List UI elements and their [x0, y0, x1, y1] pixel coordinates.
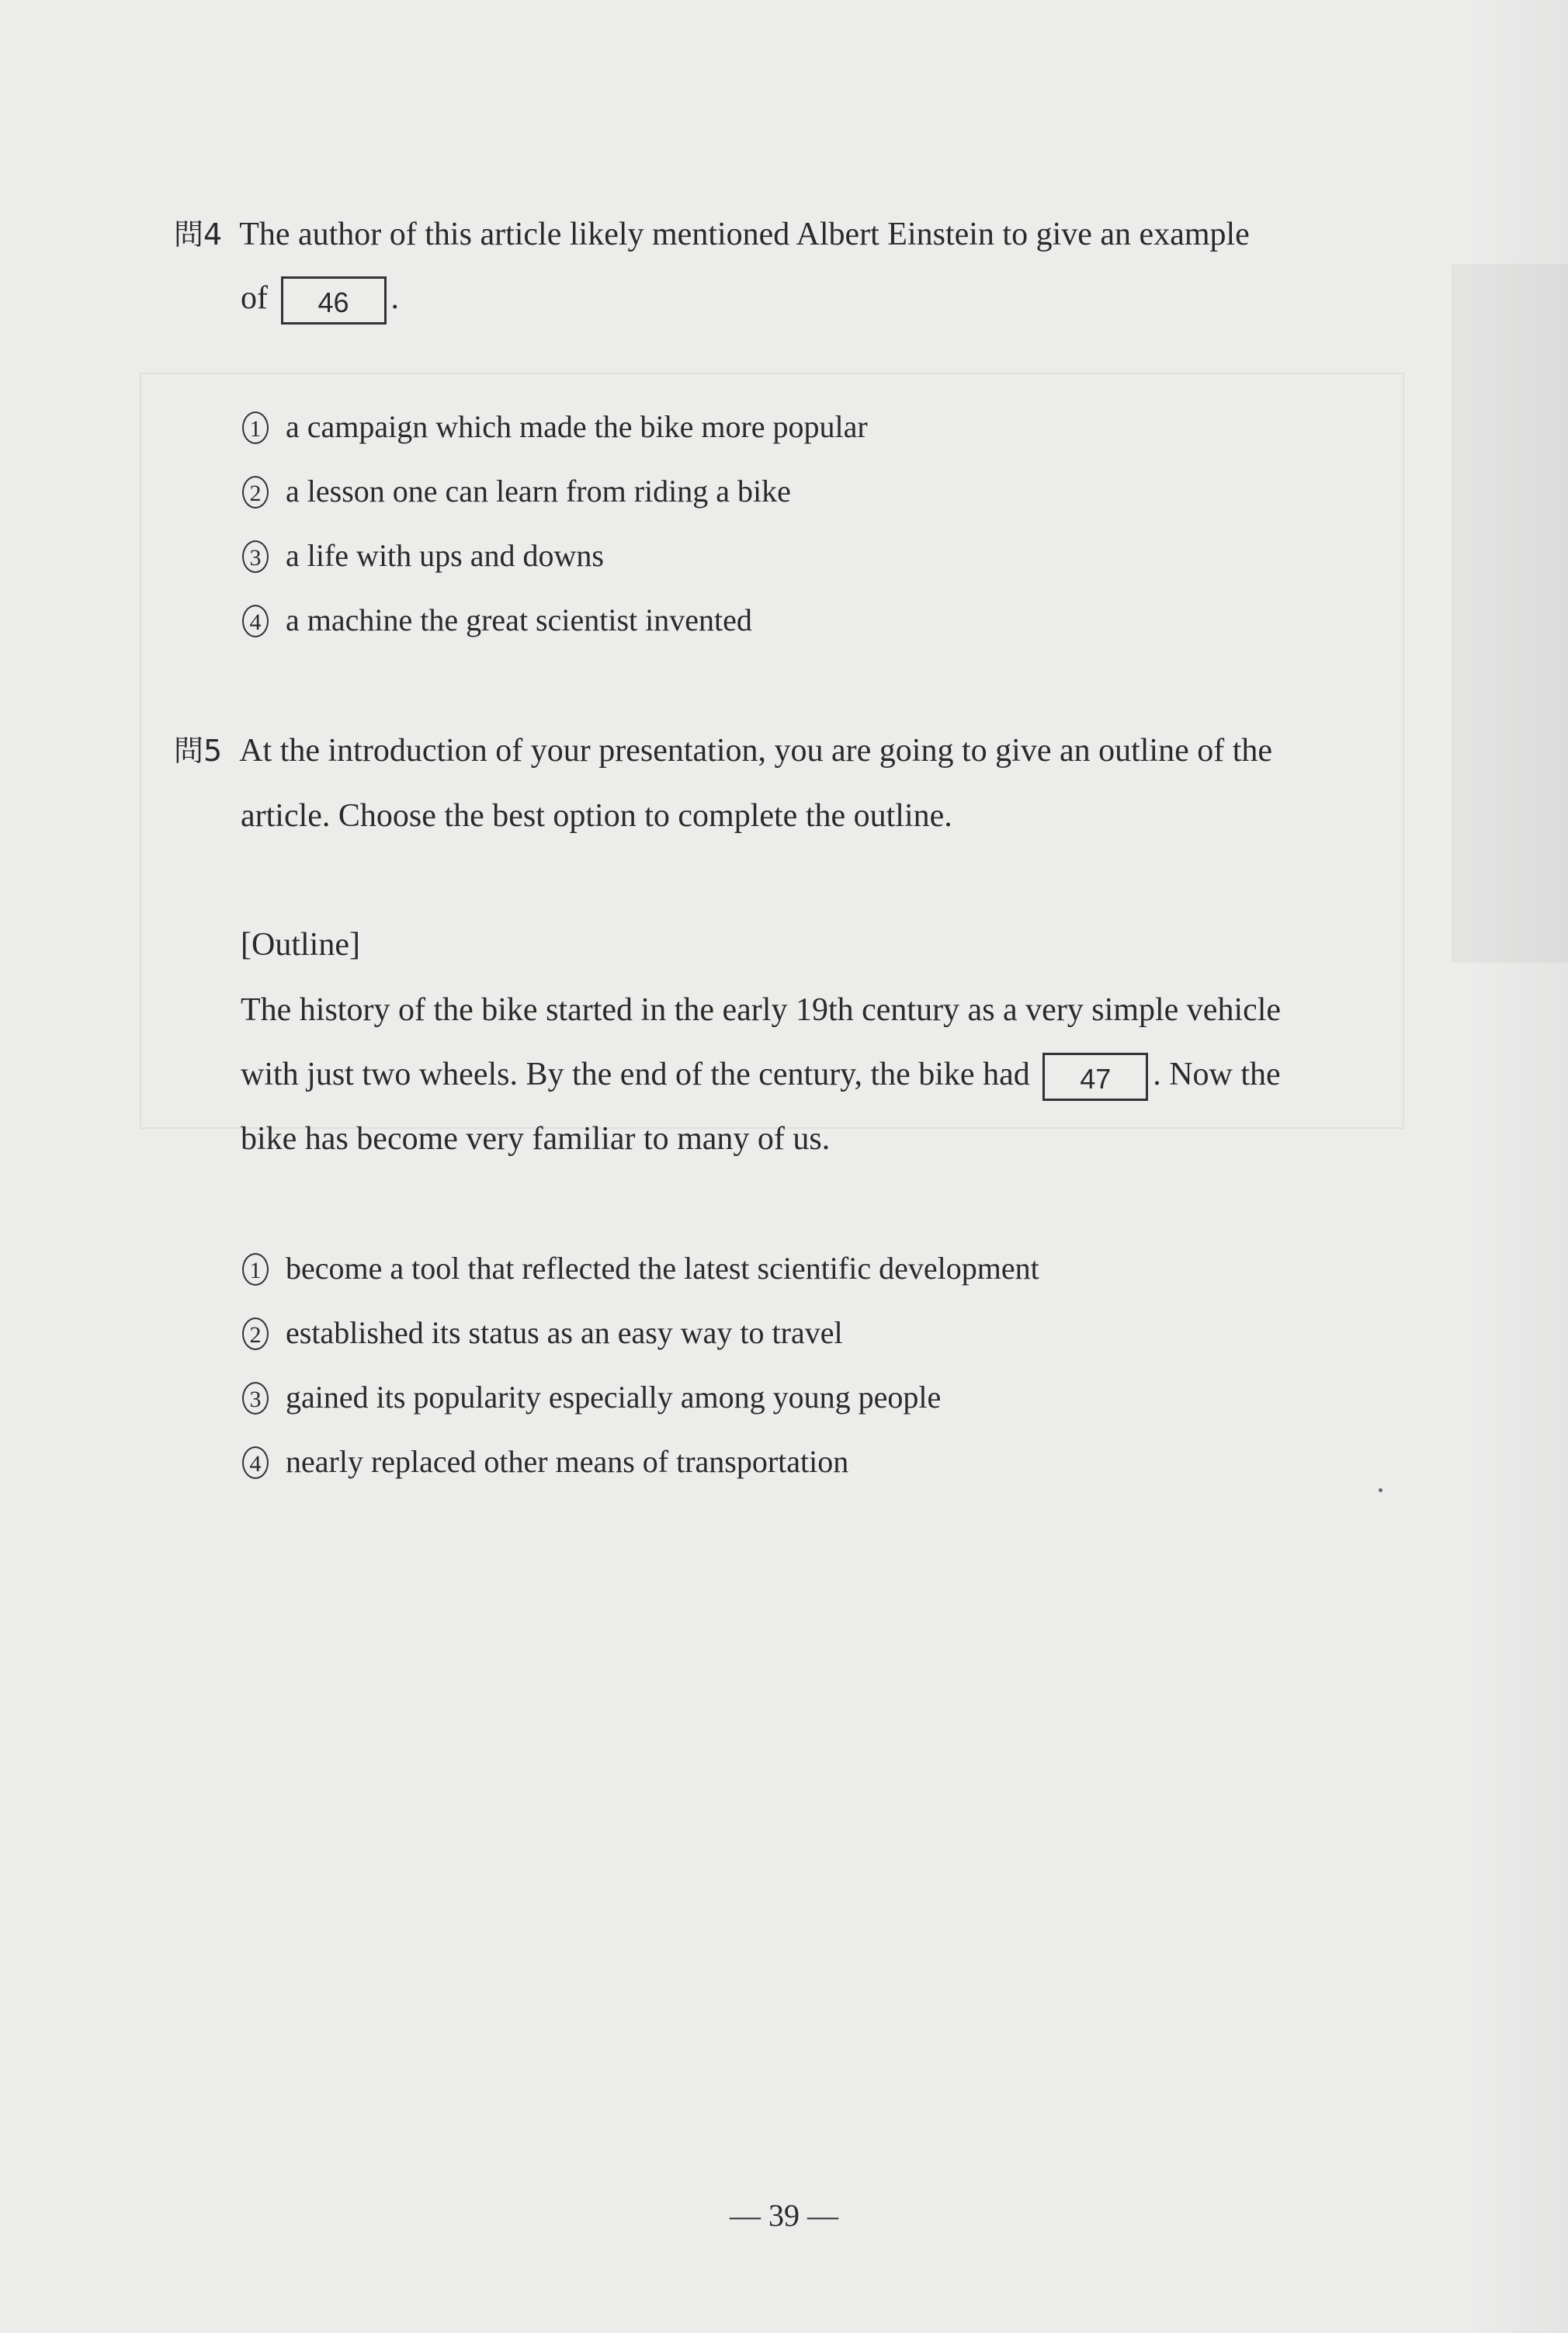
- q4-option-1[interactable]: 1 a campaign which made the bike more popular: [242, 394, 868, 460]
- option-number-circle: 1: [242, 411, 269, 444]
- q5-option-2[interactable]: 2 established its status as an easy way to travel: [242, 1300, 843, 1366]
- q5-option-4[interactable]: 4 nearly replaced other means of transportation: [242, 1429, 848, 1495]
- stray-dot: [1379, 1488, 1382, 1492]
- option-number-circle: 2: [242, 1318, 269, 1350]
- option-number-circle: 3: [242, 540, 269, 573]
- page-number: — 39 —: [730, 2198, 838, 2233]
- q4-option-4[interactable]: 4 a machine the great scientist invented: [242, 588, 752, 653]
- option-number-circle: 2: [242, 476, 269, 509]
- q5-stem-line1: 問5 At the introduction of your presentation, you are going to give an outline of the: [174, 733, 1273, 769]
- outline-line1: The history of the bike started in the early 19th century as a very simple vehicle: [241, 992, 1282, 1028]
- outline-label: [Outline]: [241, 927, 360, 963]
- page-tab-shade: [1452, 264, 1568, 963]
- outline-line2: with just two wheels. By the end of the century, the bike had 47 . Now the: [241, 1042, 1281, 1107]
- option-number-circle: 4: [242, 605, 269, 637]
- q5-stem-line2: article. Choose the best option to complete the outline.: [241, 798, 952, 834]
- q4-option-3[interactable]: 3 a life with ups and downs: [242, 523, 604, 588]
- option-number-circle: 4: [242, 1446, 269, 1479]
- outline-line3: bike has become very familiar to many of us.: [241, 1121, 831, 1157]
- q5-option-3[interactable]: 3 gained its popularity especially among young people: [242, 1365, 941, 1430]
- q4-option-2[interactable]: 2 a lesson one can learn from riding a bike: [242, 459, 791, 524]
- q4-marker: 問4: [174, 217, 223, 252]
- q5-marker: 問5: [174, 734, 223, 768]
- q4-stem-line2: of 46 .: [241, 266, 399, 331]
- option-number-circle: 1: [242, 1253, 269, 1286]
- answer-box-47[interactable]: 47: [1042, 1053, 1148, 1101]
- q4-stem-line1: 問4 The author of this article likely mentioned Albert Einstein to give an example: [174, 217, 1250, 252]
- option-number-circle: 3: [242, 1382, 269, 1415]
- answer-box-46[interactable]: 46: [281, 276, 387, 325]
- q5-option-1[interactable]: 1 become a tool that reflected the latest scientific development: [242, 1236, 1039, 1301]
